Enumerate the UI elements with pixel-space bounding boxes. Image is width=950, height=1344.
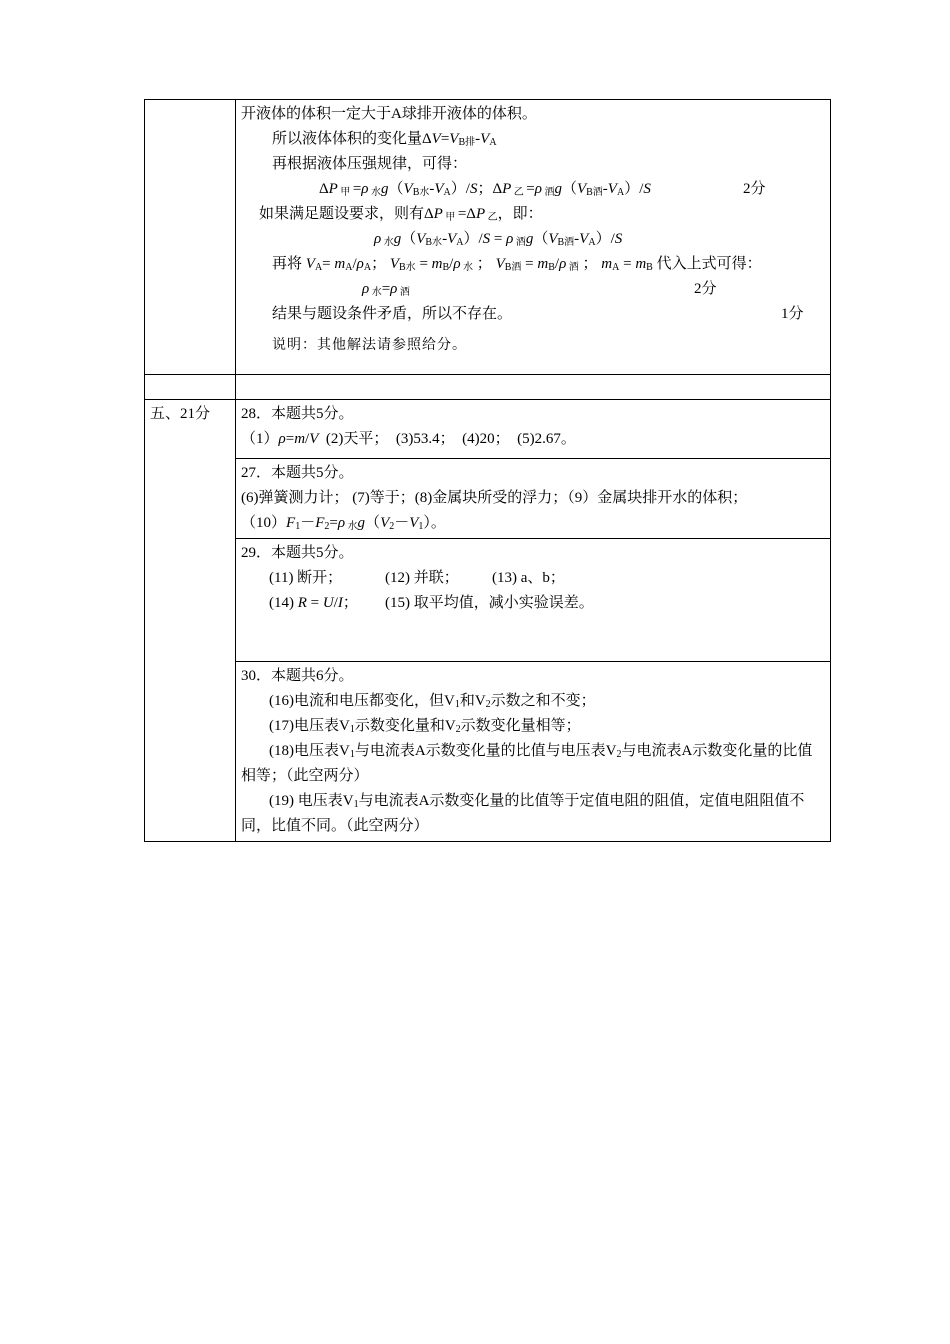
answer-11: (11) 断开；	[269, 570, 343, 586]
q27-title: 27．本题共5分。	[241, 465, 354, 481]
q28-answers: （1）ρ=m/V (2)天平； (3)53.4； (4)20； (5)2.67。	[241, 431, 576, 447]
q29-cell	[236, 539, 831, 662]
row-q29	[145, 539, 831, 662]
text-line: 再根据液体压强规律，可得：	[272, 156, 468, 172]
answer-17: (17)电压表$V_1$示数变化量和$V_2$示数变化量相等；	[269, 718, 581, 735]
conclusion-line	[241, 302, 826, 327]
section-label: 五、21分	[145, 400, 236, 842]
answer-15: (15) 取平均值，减小实验误差。	[385, 595, 594, 611]
score-label: 1分	[781, 306, 804, 322]
formula-pressure-change: ΔP $_甲$ =ρ $_水g(V_{B水}-V_A)/S$；ΔP $_乙$ =ρ $_酒g(V_{B酒}-V_A)/S$ 2分	[241, 177, 826, 202]
q29-line2	[241, 591, 826, 616]
blank-label-cell	[145, 375, 236, 400]
formula-equation: ρ $_水g(V_{B水}-V_A)/S = \rho$ $_酒g(V_{B酒}-V_A)/S$	[374, 231, 623, 248]
answer-18: (18)电压表$V_1$与电流表A示数变化量的比值与电压表$V_2$与电流表A示数变化量的比值相等；（此空两分）	[241, 743, 813, 784]
answer-14: (14) R = U/I；	[269, 595, 358, 611]
answer-19: (19) 电压表$V_1$与电流表A示数变化量的比值等于定值电阻的阻值，定值电阻阻值不同，比值不同。（此空两分）	[241, 793, 805, 834]
formula-condition: 如果满足题设要求，则有ΔP $_甲$ =ΔP $_乙$，即：	[259, 206, 543, 223]
blank-label-cell	[145, 100, 236, 375]
q27-line1: (6)弹簧测力计； (7)等于；(8)金属块所受的浮力；（9）金属块排开水的体积；	[241, 490, 748, 506]
answer-16: (16)电流和电压都变化，但$V_1$和$V_2$示数之和不变；	[269, 693, 596, 710]
note-text: 说明：其他解法请参照给分。	[272, 338, 467, 353]
score-label: 2分	[743, 181, 766, 197]
row-continuation	[145, 100, 831, 375]
row-q28	[145, 400, 831, 459]
formula-substitution: 再将 $V_A= m_A/\rho_A$； $V_{B水} = m_B/\rho$ $_水$ ； $V_{B酒} = m_B/\rho$ $_酒$ ； $m_A = m_B$ 代入上式可得：	[272, 256, 762, 273]
q29-title: 29．本题共5分。	[241, 545, 354, 561]
blank-content-cell	[236, 375, 831, 400]
text-line: 开液体的体积一定大于A球排开液体的体积。	[241, 106, 537, 122]
conclusion-text: 结果与题设条件矛盾，所以不存在。	[272, 306, 513, 322]
row-empty	[145, 375, 831, 400]
answer-table	[144, 99, 831, 842]
q27-line2: $(10)F_1-F_2=\rho$ $_水g(V_2-V_1)$。	[241, 515, 446, 532]
formula-result: ρ $_水$=ρ $_酒$ 2分	[241, 277, 826, 302]
q30-title: 30．本题共6分。	[241, 668, 354, 684]
answer-13: (13) a、b；	[492, 570, 565, 586]
row-q30	[145, 662, 831, 842]
answer-12: (12) 并联；	[385, 570, 459, 586]
row-q27	[145, 459, 831, 539]
formula-volume-change: 所以液体体积的变化量$\Delta V=V_{B排}-V_A$	[272, 131, 497, 148]
continuation-cell	[236, 100, 831, 375]
q28-title: 28．本题共5分。	[241, 406, 354, 422]
q27-cell	[236, 459, 831, 539]
score-label: 2分	[694, 281, 717, 297]
q28-cell	[236, 400, 831, 459]
q29-line1	[241, 566, 826, 591]
q30-cell	[236, 662, 831, 842]
